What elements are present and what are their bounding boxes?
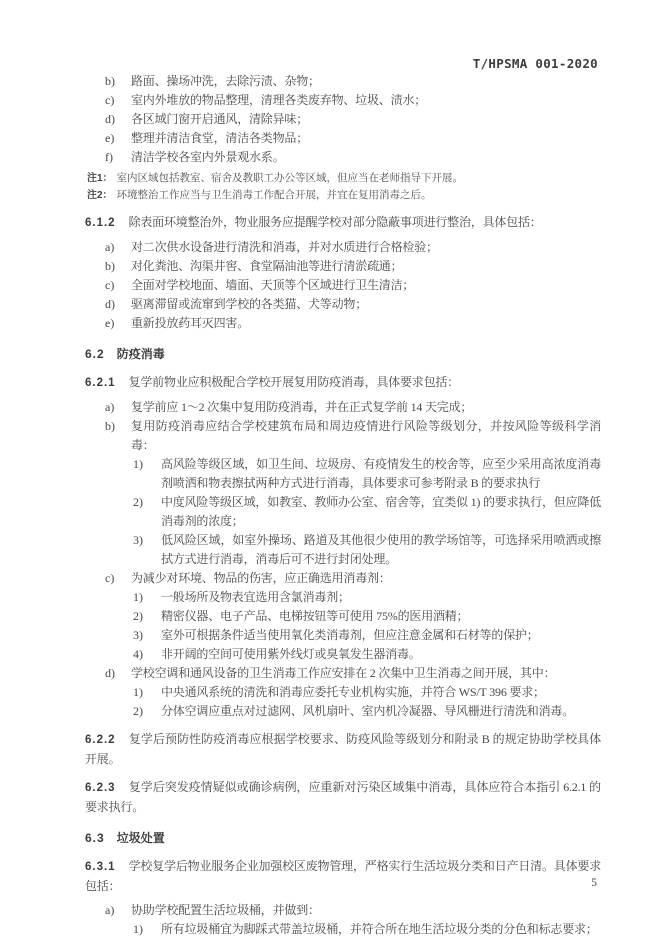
list-item-label: a) <box>105 240 115 254</box>
list-item-label: 3) <box>133 628 143 642</box>
clause-number: 6.2.2 <box>85 734 116 746</box>
heading-6-2 <box>85 345 601 364</box>
list-item-label: 2) <box>133 495 143 509</box>
clause-number: 6.3.1 <box>85 861 116 873</box>
note-text: 室内区域包括教室、宿舍及教职工办公等区域，但应当在老师指导下开展。 <box>116 173 464 184</box>
list-item-label: d) <box>105 112 115 126</box>
list-item-label: b) <box>105 259 115 273</box>
list-item <box>85 569 601 588</box>
list-item-label: 1) <box>133 922 143 936</box>
standard-number: T/HPSMA 001-2020 <box>472 56 598 71</box>
sub-list-item <box>85 493 601 531</box>
list-item-label: f) <box>105 150 113 164</box>
sub-list-item <box>85 683 601 702</box>
clause-text: 除表面环境整治外，物业服务应提醒学校对部分隐蔽事项进行整治，具体包括： <box>128 215 542 229</box>
clause-text: 复学后预防性防疫消毒应根据学校要求、防疫风险等级划分和附录 B 的规定协助学校具体开展。 <box>85 732 601 766</box>
list-item-text: 所有垃圾桶宜为脚踩式带盖垃圾桶，并符合所在地生活垃圾分类的分色和标志要求； <box>161 922 598 936</box>
list-item-text: 驱离滞留或流窜到学校的各类猫、犬等动物； <box>131 297 368 311</box>
list-item <box>85 398 601 417</box>
note-text: 环境整治工作应当与卫生消毒工作配合开展，并宜在复用消毒之后。 <box>116 190 432 201</box>
sub-list-item <box>85 626 601 645</box>
list-item <box>85 417 601 455</box>
clause-6-2-3 <box>85 778 601 817</box>
list-item-text: 复学前应 1～2 次集中复用防疫消毒，并在正式复学前 14 天完成； <box>131 400 473 414</box>
list-item-text: 非开阔的空间可使用紫外线灯或臭氧发生器消毒。 <box>161 647 421 661</box>
list-item-label: 1) <box>133 457 143 471</box>
list-item-label: a) <box>105 903 115 917</box>
list-item-label: 3) <box>133 533 143 547</box>
list-item-label: c) <box>105 93 115 107</box>
heading-number: 6.3 <box>85 831 105 845</box>
list-item-text: 学校空调和通风设备的卫生消毒工作应安排在 2 次集中卫生消毒之间开展，其中： <box>131 666 556 680</box>
clause-number: 6.2.1 <box>85 377 116 389</box>
list-item-label: 1) <box>133 685 143 699</box>
clause-6-2-2 <box>85 730 601 769</box>
clause-6-1-2 <box>85 213 601 233</box>
list-item-text: 清洁学校各室内外景观水系。 <box>131 150 285 164</box>
note-label: 注2： <box>87 190 113 201</box>
list-item-text: 对二次供水设备进行清洗和消毒，并对水质进行合格检验； <box>131 240 438 254</box>
clause-text: 学校复学后物业服务企业加强校区废物管理，严格实行生活垃圾分类和日产日清。具体要求包括： <box>85 859 601 893</box>
list-item-label: e) <box>105 316 115 330</box>
list-item-label: e) <box>105 131 115 145</box>
note-2 <box>85 187 601 204</box>
page-number: 5 <box>591 877 597 889</box>
list-item-text: 复用防疫消毒应结合学校建筑布局和周边疫情进行风险等级划分，并按风险等级科学消毒： <box>131 419 601 452</box>
list-item-label: b) <box>105 74 115 88</box>
list-item-label: 4) <box>133 647 143 661</box>
list-item-text: 分体空调应重点对过滤网、风机扇叶、室内机冷凝器、导风栅进行清洗和消毒。 <box>161 704 575 718</box>
sub-list-item <box>85 920 601 939</box>
heading-6-3 <box>85 829 601 848</box>
page-content <box>85 72 601 939</box>
sub-list-item <box>85 455 601 493</box>
list-item <box>85 238 601 257</box>
clause-number: 6.1.2 <box>85 217 116 229</box>
list-item-text: 室外可根据条件适当使用氧化类消毒剂，但应注意金属和石材等的保护； <box>161 628 539 642</box>
note-label: 注1： <box>87 173 113 184</box>
list-item-text: 协助学校配置生活垃圾桶，并做到： <box>131 903 320 917</box>
list-item-text: 路面、操场冲洗，去除污渍、杂物； <box>131 74 320 88</box>
list-item-text: 各区域门窗开启通风，清除异味； <box>131 112 309 126</box>
list-item <box>85 91 601 110</box>
list-item-label: c) <box>105 278 115 292</box>
list-item-label: b) <box>105 419 115 433</box>
clause-6-3-1 <box>85 857 601 896</box>
heading-title: 防疫消毒 <box>116 347 165 361</box>
list-item-text: 对化粪池、沟渠井窖、食堂隔油池等进行清淤疏通； <box>131 259 403 273</box>
sub-list-item <box>85 702 601 721</box>
list-item-text: 重新投放药耳灭四害。 <box>131 316 250 330</box>
list-item-text: 一般场所及物表宜选用含氯消毒剂； <box>161 590 350 604</box>
notes <box>85 170 601 204</box>
sub-list-item <box>85 607 601 626</box>
list-item-text: 为减少对环境、物品的伤害，应正确选用消毒剂： <box>131 571 391 585</box>
list-item-label: a) <box>105 400 115 414</box>
list-item-label: c) <box>105 571 115 585</box>
list-item-label: d) <box>105 666 115 680</box>
list-item-text: 高风险等级区域，如卫生间、垃圾房、有疫情发生的校舍等，应至少采用高浓度消毒剂喷洒和物表擦拭两种方式进行消毒，具体要求可参考附录 B 的要求执行 <box>161 457 601 490</box>
list-item-label: d) <box>105 297 115 311</box>
list-item <box>85 110 601 129</box>
heading-number: 6.2 <box>85 347 105 361</box>
list-item-text: 全面对学校地面、墙面、天顶等个区域进行卫生清洁； <box>131 278 415 292</box>
list-item-text: 中央通风系统的清洗和消毒应委托专业机构实施，并符合 WS/T 396 要求； <box>161 685 545 699</box>
list-item <box>85 314 601 333</box>
list-item-text: 中度风险等级区域，如教室、教师办公室、宿舍等，宜类似 1) 的要求执行，但应降低消毒剂的浓度； <box>161 495 601 528</box>
clause-text: 复学后突发疫情疑似或确诊病例，应重新对污染区域集中消毒，具体应符合本指引 6.2.1 的要求执行。 <box>85 780 601 814</box>
list-item <box>85 129 601 148</box>
page-header <box>85 55 598 73</box>
sub-list-item <box>85 531 601 569</box>
list-item <box>85 295 601 314</box>
list-item-text: 低风险区域，如室外操场、路道及其他很少使用的教学场馆等，可选择采用喷洒或擦拭方式进行消毒，消毒后可不进行封闭处理。 <box>161 533 601 566</box>
list-item-label: 1) <box>133 590 143 604</box>
list-item <box>85 148 601 167</box>
clause-6-2-1 <box>85 373 601 393</box>
list-item <box>85 664 601 683</box>
sub-list-item <box>85 588 601 607</box>
list-item-text: 整理并清洁食堂，清洁各类物品； <box>131 131 309 145</box>
list-item <box>85 901 601 920</box>
list-item <box>85 72 601 91</box>
list-item <box>85 276 601 295</box>
clause-text: 复学前物业应积极配合学校开展复用防疫消毒，具体要求包括： <box>128 375 459 389</box>
list-item-label: 2) <box>133 704 143 718</box>
list-item-text: 室内外堆放的物品整理，清理各类废弃物、垃圾、渍水； <box>131 93 427 107</box>
list-item <box>85 257 601 276</box>
list-item-label: 2) <box>133 609 143 623</box>
sub-list-item <box>85 645 601 664</box>
clause-number: 6.2.3 <box>85 782 116 794</box>
note-1 <box>85 170 601 187</box>
list-item-text: 精密仪器、电子产品、电梯按钮等可使用 75%的医用酒精； <box>161 609 469 623</box>
heading-title: 垃圾处置 <box>116 831 165 845</box>
